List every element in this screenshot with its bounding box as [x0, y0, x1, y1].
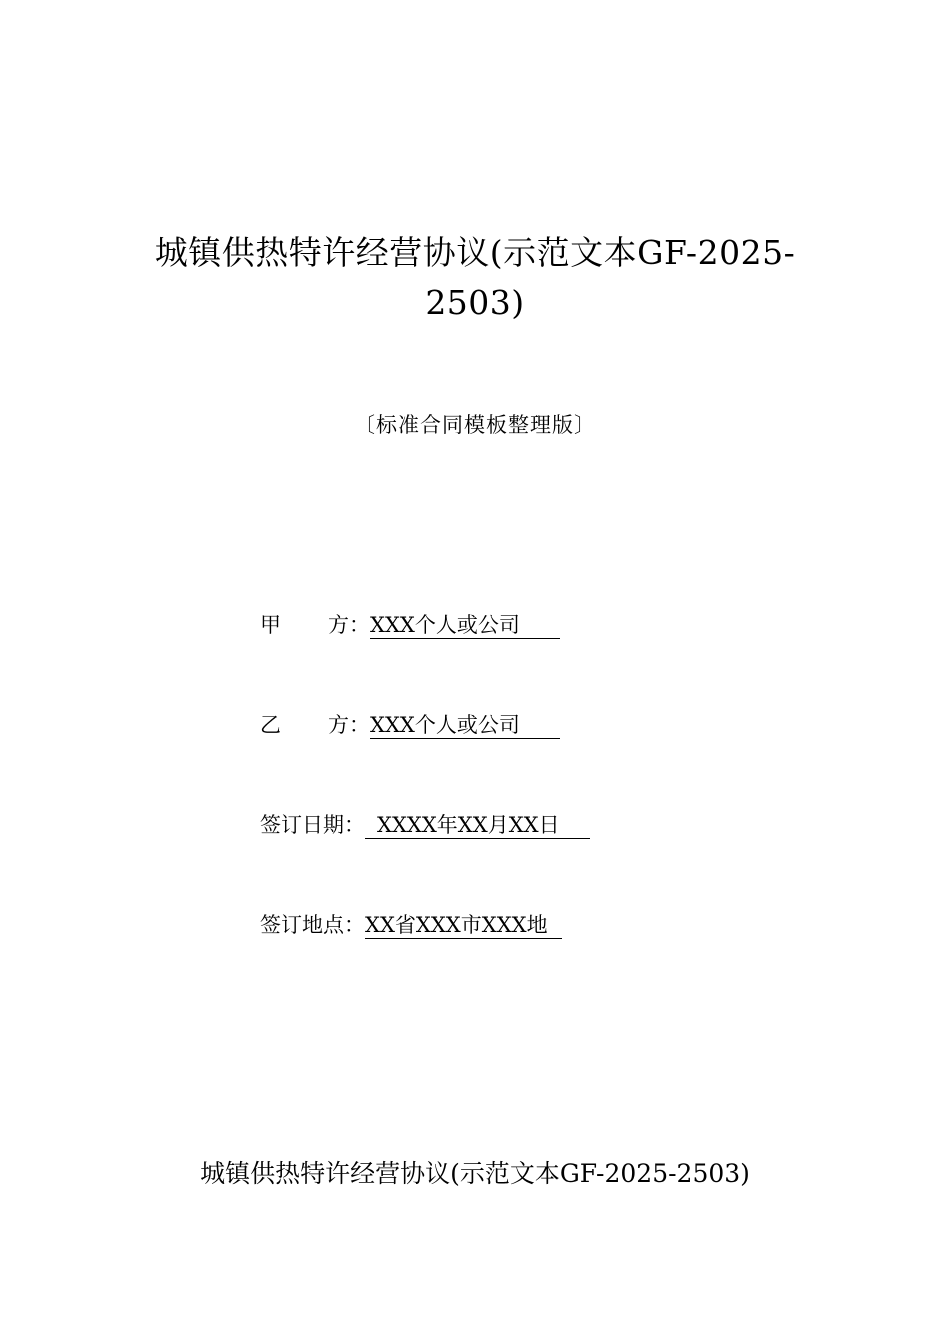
party-b-label-suffix: 方： [328, 713, 370, 737]
signing-place-value: XX省XXX市XXX地 [365, 912, 562, 939]
signing-place-label: 签订地点： [260, 913, 365, 937]
party-a-field [260, 610, 560, 640]
party-b-value: XXX个人或公司 [370, 712, 560, 739]
signing-place-field [260, 910, 562, 940]
party-b-label-char: 乙 [260, 713, 281, 737]
document-subtitle: 〔标准合同模板整理版〕 [354, 413, 596, 437]
party-b-field [260, 710, 560, 740]
party-a-label [260, 610, 370, 640]
party-a-label-char: 甲 [260, 613, 281, 637]
party-a-value: XXX个人或公司 [370, 612, 560, 639]
signing-date-field [260, 810, 590, 840]
signing-date-label: 签订日期： [260, 813, 365, 837]
document-title: 城镇供热特许经营协议(示范文本GF-2025-2503) [154, 233, 796, 322]
party-a-label-suffix: 方： [328, 613, 370, 637]
signing-date-value: XXXX年XX月XX日 [365, 812, 590, 839]
footer-title: 城镇供热特许经营协议(示范文本GF-2025-2503) [200, 1159, 750, 1188]
party-b-label [260, 710, 370, 740]
